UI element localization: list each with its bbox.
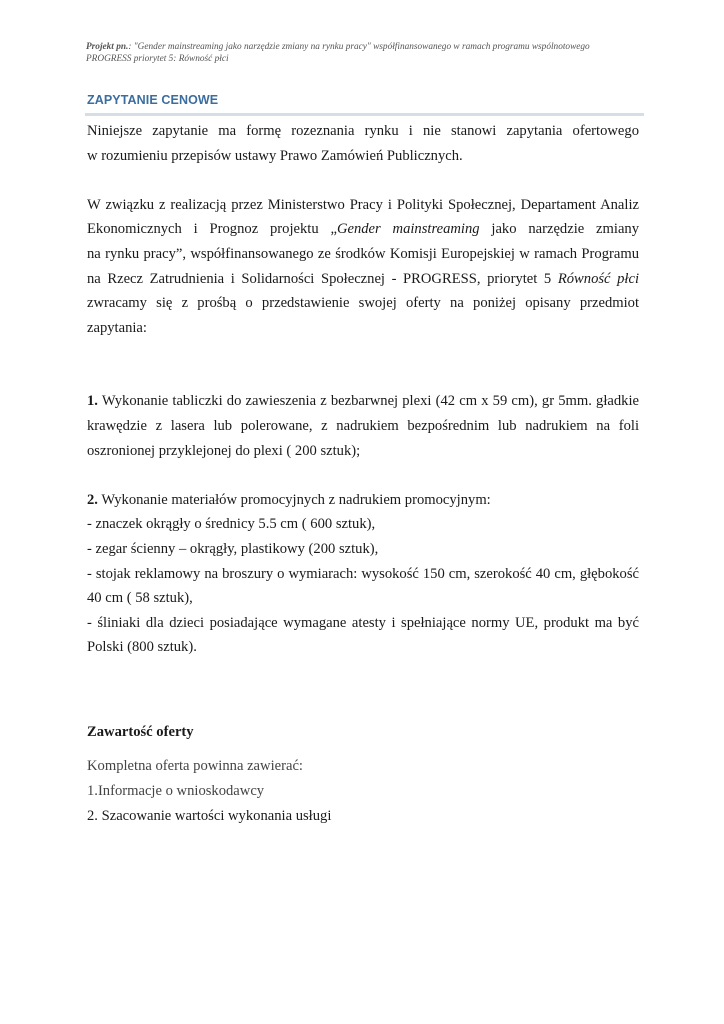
item-2-title-text: Wykonanie materiałów promocyjnych z nadrukiem promocyjnym: bbox=[97, 491, 491, 508]
item-1-line-1 bbox=[87, 389, 639, 414]
context-line-2a: Ekonomicznych i Prognoz projektu „ bbox=[87, 221, 337, 238]
item-1-line-3: oszronionej przyklejonej do plexi ( 200 sztuk); bbox=[87, 442, 361, 459]
project-name-italic: Gender mainstreaming bbox=[336, 221, 480, 238]
item-2-sub-1: - znaczek okrągły o średnicy 5.5 cm ( 600 sztuk), bbox=[87, 516, 376, 533]
offer-contents-list bbox=[87, 754, 639, 828]
item-1-paragraph bbox=[87, 389, 639, 463]
context-line-2b: jako narzędzie zmiany bbox=[479, 221, 640, 238]
item-2-sub-4-line-2: Polski (800 sztuk). bbox=[87, 639, 197, 656]
item-2-sub-4-line-1: - śliniaki dla dzieci posiadające wymagane atesty i spełniające normy UE, produkt ma być bbox=[87, 614, 639, 631]
header-line2: PROGRESS priorytet 5: Równość płci bbox=[86, 54, 229, 64]
context-paragraph bbox=[87, 193, 639, 341]
context-line-4a: na Rzecz Zatrudnienia i Solidarności Społecznej - PROGRESS, priorytet 5 bbox=[87, 270, 558, 287]
header-prefix: Projekt pn. bbox=[86, 42, 129, 52]
offer-contents-title: Zawartość oferty bbox=[87, 723, 194, 740]
offer-contents-item-2: 2. Szacowanie wartości wykonania usługi bbox=[87, 807, 332, 824]
page-title: ZAPYTANIE CENOWE bbox=[87, 93, 219, 107]
item-2-sub-3-line-1: - stojak reklamowy na broszury o wymiarach: wysokość 150 cm, szerokość 40 cm, głębokość bbox=[87, 565, 639, 582]
context-line-1: W związku z realizacją przez Ministerstwo Pracy i Polityki Społecznej, Departament Analiz bbox=[87, 196, 639, 213]
item-1-line-2: krawędzie z lasera lub polerowane, z nadrukiem bezpośrednim lub nadrukiem na foli bbox=[87, 417, 639, 434]
intro-line-1: Niniejsze zapytanie ma formę rozeznania rynku i nie stanowi zapytania ofertowego bbox=[87, 123, 639, 139]
item-1-line-1-text: Wykonanie tabliczki do zawieszenia z bezbarwnej plexi (42 cm x 59 cm), gr 5mm. gładkie bbox=[97, 393, 639, 410]
priority-name-italic: Równość płci bbox=[557, 270, 640, 287]
item-2-sub-2: - zegar ścienny – okrągły, plastikowy (200 sztuk), bbox=[87, 540, 379, 557]
context-line-2 bbox=[87, 217, 639, 242]
intro-line-2: w rozumieniu przepisów ustawy Prawo Zamówień Publicznych. bbox=[87, 147, 463, 164]
item-2-title bbox=[87, 488, 639, 513]
context-line-6: zapytania: bbox=[87, 319, 147, 336]
item-1-number: 1. bbox=[87, 393, 98, 410]
header-line1: : "Gender mainstreaming jako narzędzie zmiany na rynku pracy" współfinansowanego w ramach programu wspólnotowego bbox=[128, 42, 590, 52]
title-divider bbox=[85, 113, 644, 116]
context-line-4 bbox=[87, 267, 639, 292]
item-2-sub-3-line-2: 40 cm ( 58 sztuk), bbox=[87, 590, 193, 607]
context-line-3: na rynku pracy”, współfinansowanego ze środków Komisji Europejskiej w ramach Programu bbox=[87, 245, 639, 262]
offer-contents-lead: Kompletna oferta powinna zawierać: bbox=[87, 758, 303, 775]
context-line-5: zwracamy się z prośbą o przedstawienie swojej oferty na poniżej opisany przedmiot bbox=[87, 295, 639, 312]
document-header bbox=[86, 41, 656, 65]
item-2-paragraph bbox=[87, 488, 639, 660]
item-2-number: 2. bbox=[87, 491, 98, 508]
intro-paragraph bbox=[87, 119, 639, 168]
offer-contents-item-1: 1.Informacje o wnioskodawcy bbox=[87, 783, 265, 800]
document-body bbox=[87, 119, 639, 828]
